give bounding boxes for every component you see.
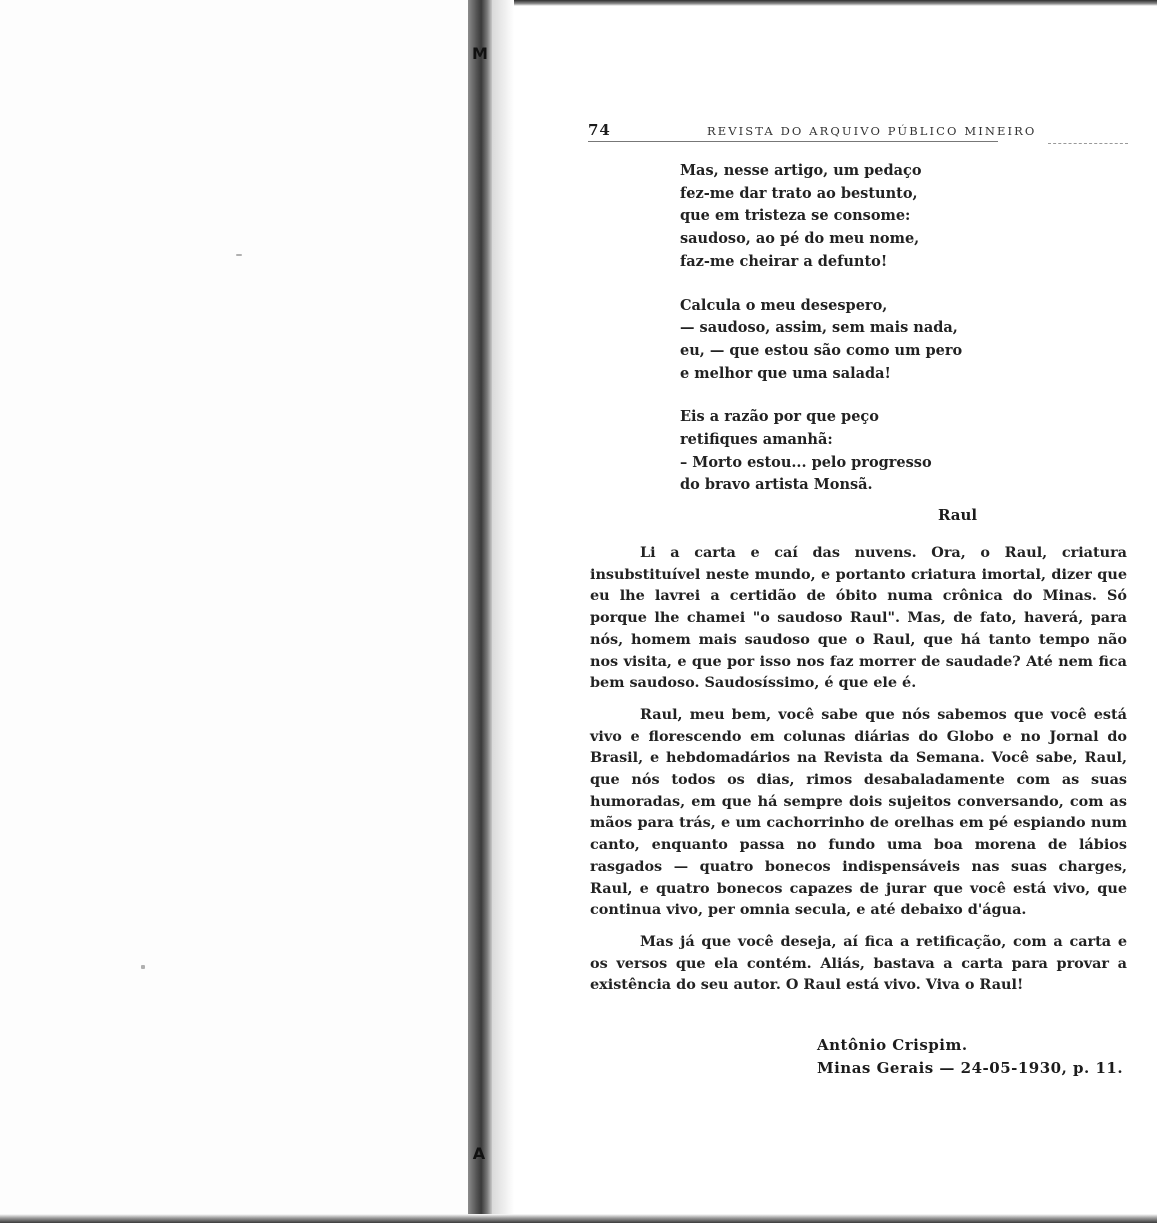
spine-mark-bottom: A [472, 1144, 486, 1163]
poem-verse: e melhor que uma salada! [680, 364, 891, 382]
scan-speck [236, 254, 242, 256]
poem-stanza-3 [680, 406, 980, 497]
poem-stanza-2 [680, 295, 980, 386]
poem-verse: que em tristeza se consome: [680, 207, 911, 225]
poem-verse: retifiques amanhã: [680, 431, 833, 449]
poem-verse: Eis a razão por que peço [680, 408, 879, 426]
poem-verse: saudoso, ao pé do meu nome, [680, 230, 920, 248]
article-body [590, 542, 1127, 1006]
body-paragraph: Mas já que você deseja, aí fica a retificação, com a carta e os versos que ela contém. Aliás, bastava a carta para provar a existência do seu autor. O Raul está vivo. Viva o Raul! [590, 932, 1127, 994]
poem-verse: Mas, nesse artigo, um pedaço [680, 162, 922, 179]
running-title: REVISTA DO ARQUIVO PÚBLICO MINEIRO [707, 124, 1037, 138]
poem-verse: fez-me dar trato ao bestunto, [680, 184, 918, 202]
poem-signature: Raul [938, 506, 978, 524]
poem-stanza-1 [680, 160, 980, 274]
spine-shadow [492, 0, 514, 1223]
body-paragraph: Raul, meu bem, você sabe que nós sabemos que você está vivo e florescendo em colunas diárias do Globo e no Jornal do Brasil, e hebdomadários na Revista da Semana. Você sabe, Raul, que nós todos os dias, rimos desabaladamente com as suas humoradas, em que há sempre dois sujeitos conversando, com as mãos para trás, e um cachorrinho de orelhas em pé espiando num canto, enquanto passa no fundo uma boa morena de lábios rasgados — quatro bonecos indispensáveis nas suas charges, Raul, e quatro bonecos capazes de jurar que você está vivo, que continua vivo, per omnia secula, e até debaixo d'água. [590, 705, 1127, 919]
poem-verse: do bravo artista Monsã. [680, 476, 873, 494]
header-rule [588, 141, 998, 142]
poem-verse: Calcula o meu desespero, [680, 296, 888, 314]
poem [680, 160, 980, 518]
source-citation: Minas Gerais — 24-05-1930, p. 11. [817, 1058, 1124, 1077]
page-number: 74 [588, 121, 611, 139]
poem-verse: – Morto estou... pelo progresso [680, 453, 932, 471]
book-spine [468, 0, 492, 1223]
author-name: Antônio Crispim. [817, 1036, 968, 1054]
scan-bottom-edge [0, 1214, 1157, 1223]
poem-verse: faz-me cheirar a defunto! [680, 252, 888, 270]
poem-verse: eu, — que estou são como um pero [680, 341, 963, 359]
spine-mark-top: M [472, 44, 488, 63]
closing-signature [817, 1034, 1123, 1079]
scan-speck [141, 965, 145, 969]
left-blank-page [0, 0, 470, 1223]
header-rule-dashed [1048, 143, 1128, 144]
body-paragraph: Li a carta e caí das nuvens. Ora, o Raul, criatura insubstituível neste mundo, e portanto criatura imortal, dizer que eu lhe lavrei a certidão de óbito numa crônica do Minas. Só porque lhe chamei "o saudoso Raul". Mas, de fato, haverá, para nós, homem mais saudoso que o Raul, que há tanto tempo não nos visita, e que por isso nos faz morrer de saudade? Até nem fica bem saudoso. Saudosíssimo, é que ele é. [590, 544, 1127, 692]
poem-verse: — saudoso, assim, sem mais nada, [680, 319, 958, 337]
page-header [588, 121, 1128, 143]
